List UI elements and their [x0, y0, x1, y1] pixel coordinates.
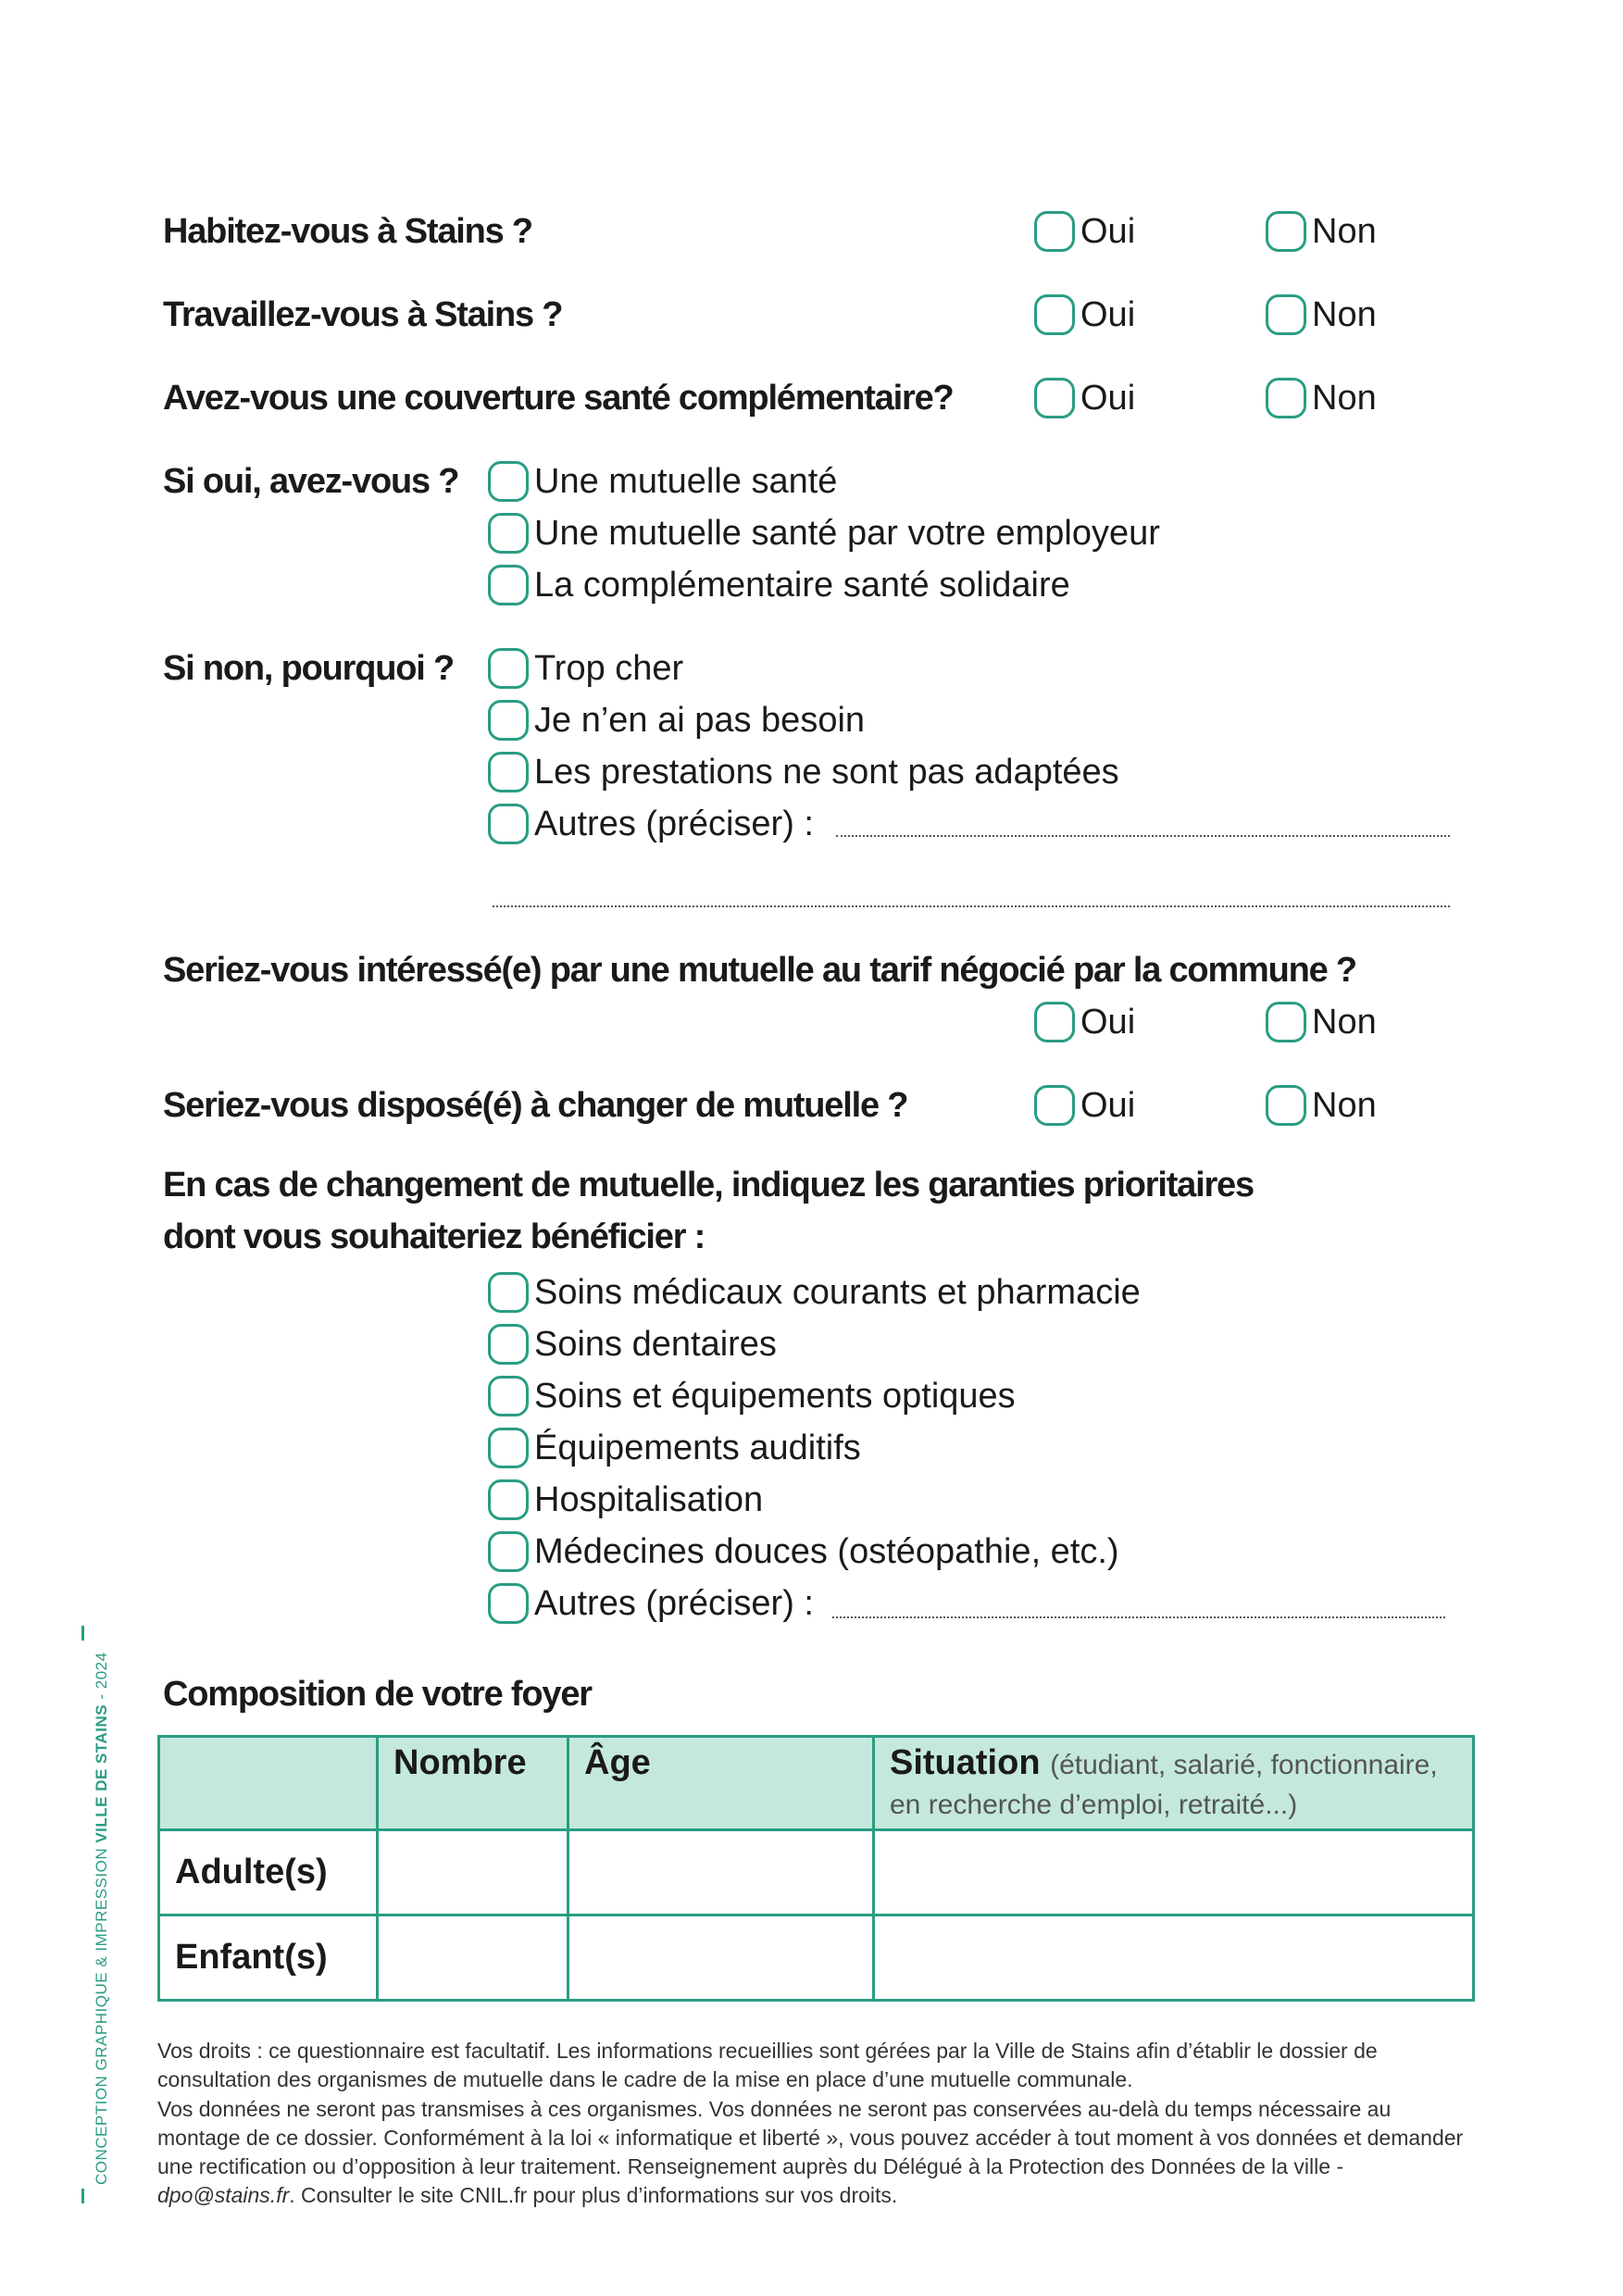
rights-lead: Vos droits :	[157, 2039, 263, 2063]
checkbox[interactable]	[488, 1324, 529, 1365]
option-label: Soins et équipements optiques	[534, 1376, 1016, 1416]
checkbox[interactable]	[488, 1428, 529, 1468]
cell-input[interactable]	[378, 1830, 568, 1915]
checkbox[interactable]	[1266, 1085, 1306, 1126]
oui-label: Oui	[1080, 1085, 1136, 1125]
checkbox[interactable]	[1034, 1085, 1075, 1126]
checkbox[interactable]	[488, 1479, 529, 1520]
checkbox[interactable]	[1034, 378, 1075, 418]
non-label: Non	[1312, 211, 1377, 251]
q6-oui-option[interactable]	[1034, 1000, 1135, 1044]
header-situation-note: (étudiant, salarié, fonctionnaire, en recherche d’emploi, retraité...)	[890, 1750, 1438, 1820]
q8-option[interactable]	[488, 1270, 1141, 1315]
checkbox[interactable]	[488, 513, 529, 554]
option-label: Les prestations ne sont pas adaptées	[534, 752, 1119, 792]
credit-suffix: - 2024	[93, 1652, 110, 1704]
checkbox[interactable]	[1266, 378, 1306, 418]
q3-oui-option[interactable]	[1034, 376, 1135, 420]
header-empty	[159, 1737, 378, 1830]
checkbox[interactable]	[1034, 1002, 1075, 1042]
option-label: Une mutuelle santé	[534, 461, 838, 501]
credit-prefix: CONCEPTION GRAPHIQUE & IMPRESSION	[93, 1842, 110, 2185]
oui-label: Oui	[1080, 211, 1136, 251]
cell-input[interactable]	[378, 1915, 568, 2001]
question-willing-to-change: Seriez-vous disposé(é) à changer de mutuelle ?	[163, 1086, 908, 1125]
q5-option-other[interactable]	[488, 802, 814, 846]
option-label: Soins dentaires	[534, 1324, 777, 1364]
non-label: Non	[1312, 1085, 1377, 1125]
header-count: Nombre	[378, 1737, 568, 1830]
q3-non-option[interactable]	[1266, 376, 1377, 420]
question-health-coverage: Avez-vous une couverture santé complémentaire?	[163, 379, 954, 418]
rights-text-1: ce questionnaire est facultatif. Les informations recueillies sont gérées par la Ville de Stains afin d’établir le dossier de consultation des organismes de mutuelle dans le cadre de la mise en place d’une mutuelle communale.	[157, 2039, 1378, 2092]
q7-non-option[interactable]	[1266, 1083, 1377, 1128]
q5-option[interactable]	[488, 646, 683, 691]
option-label: Hospitalisation	[534, 1479, 764, 1519]
question-priority-guarantees-line1: En cas de changement de mutuelle, indiquez les garanties prioritaires	[163, 1166, 1254, 1204]
cell-input[interactable]	[874, 1830, 1474, 1915]
dpo-email: dpo@stains.fr	[157, 2183, 290, 2208]
household-title: Composition de votre foyer	[163, 1675, 592, 1714]
credit-brand: VILLE DE STAINS	[93, 1703, 110, 1843]
checkbox[interactable]	[1266, 211, 1306, 252]
question-work-in-stains: Travaillez-vous à Stains ?	[163, 295, 563, 334]
q5-other-line-2[interactable]	[493, 905, 1450, 907]
q8-option[interactable]	[488, 1374, 1016, 1418]
checkbox[interactable]	[1266, 294, 1306, 335]
option-label: Médecines douces (ostéopathie, etc.)	[534, 1531, 1119, 1571]
q8-option[interactable]	[488, 1322, 777, 1366]
checkbox[interactable]	[1034, 294, 1075, 335]
non-label: Non	[1312, 294, 1377, 334]
row-label-adults: Adulte(s)	[159, 1830, 378, 1915]
table-header-row	[159, 1737, 1474, 1830]
row-label-children: Enfant(s)	[159, 1915, 378, 2001]
q8-option[interactable]	[488, 1478, 763, 1522]
checkbox[interactable]	[1266, 1002, 1306, 1042]
checkbox[interactable]	[488, 1272, 529, 1313]
q8-option[interactable]	[488, 1529, 1119, 1574]
checkbox[interactable]	[488, 804, 529, 844]
q4-option[interactable]	[488, 511, 1160, 555]
checkbox[interactable]	[488, 461, 529, 502]
design-credit	[93, 1652, 111, 2185]
q8-option-other[interactable]	[488, 1581, 814, 1626]
oui-label: Oui	[1080, 1002, 1136, 1042]
q5-option[interactable]	[488, 698, 865, 742]
header-age: Âge	[568, 1737, 874, 1830]
checkbox[interactable]	[488, 752, 529, 792]
q2-non-option[interactable]	[1266, 293, 1377, 337]
header-situation	[874, 1737, 1474, 1830]
q1-non-option[interactable]	[1266, 209, 1377, 254]
rights-text-3: . Consulter le site CNIL.fr pour plus d’informations sur vos droits.	[289, 2183, 898, 2208]
checkbox[interactable]	[488, 1583, 529, 1624]
cell-input[interactable]	[568, 1830, 874, 1915]
q8-other-line[interactable]	[832, 1616, 1445, 1618]
header-situation-label: Situation	[890, 1743, 1041, 1782]
q1-oui-option[interactable]	[1034, 209, 1135, 254]
question-if-no: Si non, pourquoi ?	[163, 649, 454, 688]
checkbox[interactable]	[488, 700, 529, 741]
household-table	[157, 1735, 1475, 2002]
option-label: Une mutuelle santé par votre employeur	[534, 513, 1160, 553]
rights-text-2: Vos données ne seront pas transmises à ces organismes. Vos données ne seront pas conservées au-delà du temps nécessaire au montage de ce dossier. Conformément à la loi « informatique et liberté », vous pouvez accéder à tout moment à vos données et demander une rectification ou d’opposition à leur traitement. Renseignement auprès du Délégué à la Protection des Données de la ville -	[157, 2096, 1464, 2179]
question-negotiated-rate: Seriez-vous intéressé(e) par une mutuelle au tarif négocié par la commune ?	[163, 951, 1356, 990]
option-label: Équipements auditifs	[534, 1428, 861, 1467]
oui-label: Oui	[1080, 378, 1136, 418]
checkbox[interactable]	[488, 1376, 529, 1416]
checkbox[interactable]	[1034, 211, 1075, 252]
cell-input[interactable]	[874, 1915, 1474, 2001]
checkbox[interactable]	[488, 648, 529, 689]
oui-label: Oui	[1080, 294, 1136, 334]
non-label: Non	[1312, 1002, 1377, 1042]
cell-input[interactable]	[568, 1915, 874, 2001]
question-live-in-stains: Habitez-vous à Stains ?	[163, 212, 532, 251]
q4-option[interactable]	[488, 563, 1070, 607]
credit-bar-bottom	[81, 2189, 84, 2203]
option-label: La complémentaire santé solidaire	[534, 565, 1070, 605]
non-label: Non	[1312, 378, 1377, 418]
option-label: Trop cher	[534, 648, 684, 688]
q4-option[interactable]	[488, 459, 837, 504]
q6-non-option[interactable]	[1266, 1000, 1377, 1044]
q5-other-line[interactable]	[836, 835, 1450, 837]
table-row	[159, 1915, 1474, 2001]
table-row	[159, 1830, 1474, 1915]
q8-option[interactable]	[488, 1426, 861, 1470]
q7-oui-option[interactable]	[1034, 1083, 1135, 1128]
question-priority-guarantees-line2: dont vous souhaiteriez bénéficier :	[163, 1217, 705, 1256]
checkbox[interactable]	[488, 565, 529, 605]
credit-bar-top	[81, 1626, 84, 1641]
rights-notice	[157, 2037, 1472, 2211]
question-if-yes: Si oui, avez-vous ?	[163, 462, 459, 501]
option-label: Je n’en ai pas besoin	[534, 700, 866, 740]
option-label: Autres (préciser) :	[534, 804, 814, 843]
option-label: Soins médicaux courants et pharmacie	[534, 1272, 1141, 1312]
option-label: Autres (préciser) :	[534, 1583, 814, 1623]
checkbox[interactable]	[488, 1531, 529, 1572]
q2-oui-option[interactable]	[1034, 293, 1135, 337]
q5-option[interactable]	[488, 750, 1119, 794]
